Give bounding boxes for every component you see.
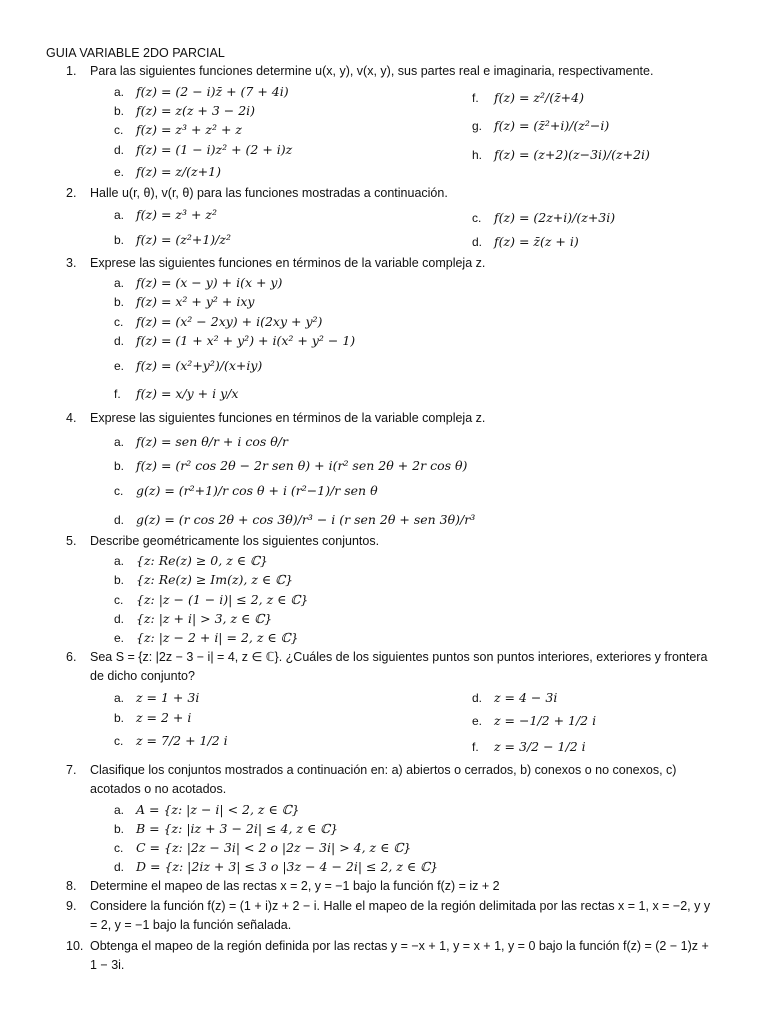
question-number: 7. (66, 763, 77, 777)
list-item: d. D = {z: |2iz + 3| ≤ 3 o |3z − 4 − 2i| ≤ 2, z ∈ ℂ} (114, 859, 439, 874)
question-text: Considere la función f(z) = (1 + i)z + 2 − i. Halle el mapeo de la región delimitada por las rectas x = 1, x = −2, y y = 2, y = −1 bajo la función señalada. (90, 899, 711, 932)
list-item: c. {z: |z − (1 − i)| ≤ 2, z ∈ ℂ} (114, 592, 309, 607)
list-item: c. g(z) = (r²+1)/r cos θ + i (r²−1)/r sen θ (114, 483, 378, 498)
question-8 (66, 877, 716, 896)
question-text: Para las siguientes funciones determine u(x, y), v(x, y), sus partes real e imaginaria, respectivamente. (90, 64, 654, 78)
list-item: f. f(z) = x/y + i y/x (114, 386, 239, 401)
list-item: d. g(z) = (r cos 2θ + cos 3θ)/r³ − i (r sen 2θ + sen 3θ)/r³ (114, 512, 476, 527)
question-number: 6. (66, 650, 77, 664)
question-9 (66, 897, 716, 935)
question-text: Clasifique los conjuntos mostrados a continuación en: a) abiertos o cerrados, b) conexos o no conexos, c) acotados o no acotados. (90, 763, 677, 796)
list-item: d. {z: |z + i| > 3, z ∈ ℂ} (114, 611, 273, 626)
list-item: e. {z: |z − 2 + i| = 2, z ∈ ℂ} (114, 630, 299, 645)
list-item: b. f(z) = (z²+1)/z² (114, 232, 231, 247)
question-number: 8. (66, 879, 77, 893)
question-2 (66, 184, 716, 203)
question-text: Halle u(r, θ), v(r, θ) para las funciones mostradas a continuación. (90, 186, 448, 200)
list-item: b. f(z) = x² + y² + ixy (114, 294, 255, 309)
list-item: a. f(z) = z³ + z² (114, 207, 217, 222)
list-item: f. f(z) = z²/(z̄+4) (472, 90, 584, 105)
question-text: Describe geométricamente los siguientes conjuntos. (90, 534, 380, 548)
list-item: b. z = 2 + i (114, 710, 192, 725)
list-item: e. z = −1/2 + 1/2 i (472, 713, 597, 728)
question-4 (66, 409, 716, 428)
question-number: 1. (66, 64, 77, 78)
question-1 (66, 62, 716, 81)
question-5 (66, 532, 716, 551)
question-text: Obtenga el mapeo de la región definida por las rectas y = −x + 1, y = x + 1, y = 0 bajo la función f(z) = (2 − 1)z + 1 − 3i. (90, 939, 709, 972)
list-item: c. z = 7/2 + 1/2 i (114, 733, 228, 748)
list-item: c. f(z) = z³ + z² + z (114, 122, 243, 137)
list-item: d. f(z) = (1 − i)z² + (2 + i)z (114, 142, 293, 157)
list-item: h. f(z) = (z+2)(z−3i)/(z+2i) (472, 147, 650, 162)
list-item: g. f(z) = (z̄²+i)/(z²−i) (472, 118, 610, 133)
list-item: d. z = 4 − 3i (472, 690, 558, 705)
question-text: Exprese las siguientes funciones en términos de la variable compleja z. (90, 256, 486, 270)
list-item: d. f(z) = z̄(z + i) (472, 234, 579, 249)
list-item: c. f(z) = (2z+i)/(z+3i) (472, 210, 616, 225)
list-item: a. f(z) = (2 − i)z̄ + (7 + 4i) (114, 84, 289, 99)
question-7 (66, 761, 716, 799)
question-number: 10. (66, 939, 84, 953)
question-number: 4. (66, 411, 77, 425)
list-item: a. f(z) = sen θ/r + i cos θ/r (114, 434, 288, 449)
list-item: e. f(z) = z/(z+1) (114, 164, 221, 179)
question-3 (66, 254, 716, 273)
list-item: c. C = {z: |2z − 3i| < 2 o |2z − 3i| > 4, z ∈ ℂ} (114, 840, 412, 855)
question-text: Exprese las siguientes funciones en términos de la variable compleja z. (90, 411, 486, 425)
list-item: b. {z: Re(z) ≥ Im(z), z ∈ ℂ} (114, 572, 294, 587)
question-text: Determine el mapeo de las rectas x = 2, y = −1 bajo la función f(z) = iz + 2 (90, 879, 500, 893)
list-item: c. f(z) = (x² − 2xy) + i(2xy + y²) (114, 314, 323, 329)
question-10 (66, 937, 716, 975)
list-item: a. A = {z: |z − i| < 2, z ∈ ℂ} (114, 802, 300, 817)
list-item: d. f(z) = (1 + x² + y²) + i(x² + y² − 1) (114, 333, 356, 348)
question-6 (66, 648, 716, 686)
list-item: e. f(z) = (x²+y²)/(x+iy) (114, 358, 263, 373)
question-number: 3. (66, 256, 77, 270)
list-item: b. B = {z: |iz + 3 − 2i| ≤ 4, z ∈ ℂ} (114, 821, 339, 836)
list-item: a. {z: Re(z) ≥ 0, z ∈ ℂ} (114, 553, 268, 568)
list-item: b. f(z) = (r² cos 2θ − 2r sen θ) + i(r² sen 2θ + 2r cos θ) (114, 458, 468, 473)
question-text: Sea S = {z: |2z − 3 − i| = 4, z ∈ ℂ}. ¿Cuáles de los siguientes puntos son puntos interiores, exteriores y frontera de dicho conjunto? (90, 650, 708, 683)
document-title: GUIA VARIABLE 2DO PARCIAL (46, 46, 225, 60)
list-item: a. z = 1 + 3i (114, 690, 200, 705)
list-item: b. f(z) = z(z + 3 − 2i) (114, 103, 256, 118)
question-number: 9. (66, 899, 77, 913)
question-number: 5. (66, 534, 77, 548)
question-number: 2. (66, 186, 77, 200)
list-item: a. f(z) = (x − y) + i(x + y) (114, 275, 283, 290)
list-item: f. z = 3/2 − 1/2 i (472, 739, 586, 754)
